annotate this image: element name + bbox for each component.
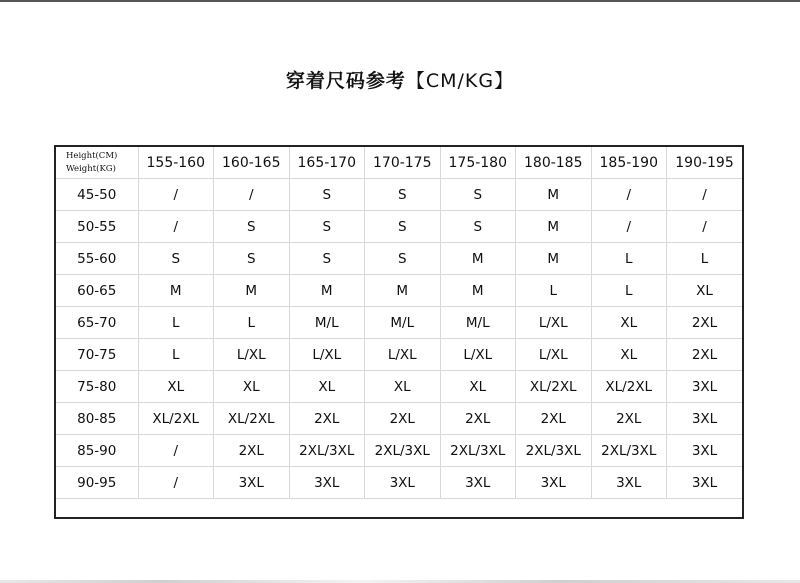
size-cell: 3XL	[667, 467, 743, 499]
size-cell: 2XL	[667, 339, 743, 371]
size-cell: 2XL	[440, 403, 516, 435]
size-cell: S	[138, 243, 214, 275]
size-cell: 2XL/3XL	[591, 435, 667, 467]
size-cell: L/XL	[516, 339, 592, 371]
size-cell: XL	[365, 371, 441, 403]
size-cell: /	[591, 211, 667, 243]
size-cell: M	[289, 275, 365, 307]
size-cell: S	[365, 211, 441, 243]
weight-range-cell: 60-65	[56, 275, 138, 307]
size-cell: 3XL	[365, 467, 441, 499]
size-cell: L/XL	[289, 339, 365, 371]
size-cell: M	[516, 179, 592, 211]
table-row	[56, 339, 742, 371]
size-cell: 2XL	[667, 307, 743, 339]
size-cell: M/L	[440, 307, 516, 339]
table-row	[56, 243, 742, 275]
size-cell: L	[138, 307, 214, 339]
size-cell: /	[667, 211, 743, 243]
size-cell: /	[138, 467, 214, 499]
size-chart-table	[56, 147, 742, 499]
table-row	[56, 275, 742, 307]
weight-range-cell: 80-85	[56, 403, 138, 435]
size-cell: XL	[440, 371, 516, 403]
size-cell: S	[440, 211, 516, 243]
table-row	[56, 211, 742, 243]
size-cell: L	[591, 275, 667, 307]
weight-axis-label: Weight(KG)	[66, 163, 116, 174]
size-cell: L	[138, 339, 214, 371]
table-row	[56, 435, 742, 467]
size-cell: /	[138, 435, 214, 467]
size-cell: /	[591, 179, 667, 211]
size-cell: XL	[214, 371, 290, 403]
size-cell: 2XL/3XL	[516, 435, 592, 467]
size-cell: 3XL	[289, 467, 365, 499]
size-cell: 2XL/3XL	[365, 435, 441, 467]
weight-range-cell: 65-70	[56, 307, 138, 339]
size-cell: M	[516, 211, 592, 243]
size-cell: L	[591, 243, 667, 275]
height-column-header: 170-175	[365, 147, 441, 179]
size-cell: S	[440, 179, 516, 211]
size-cell: XL/2XL	[516, 371, 592, 403]
size-cell: M	[440, 243, 516, 275]
table-row	[56, 467, 742, 499]
page-title	[0, 66, 800, 93]
size-cell: XL	[138, 371, 214, 403]
top-divider	[0, 0, 800, 2]
size-cell: 2XL/3XL	[440, 435, 516, 467]
size-cell: M/L	[365, 307, 441, 339]
size-cell: XL	[289, 371, 365, 403]
header-row	[56, 147, 742, 179]
size-cell: /	[138, 211, 214, 243]
size-cell: 2XL	[365, 403, 441, 435]
size-cell: L	[667, 243, 743, 275]
size-cell: XL	[667, 275, 743, 307]
size-cell: L/XL	[516, 307, 592, 339]
size-cell: S	[289, 243, 365, 275]
size-cell: M/L	[289, 307, 365, 339]
height-axis-label: Height(CM)	[66, 150, 118, 161]
weight-range-cell: 70-75	[56, 339, 138, 371]
size-cell: /	[138, 179, 214, 211]
size-cell: 2XL	[289, 403, 365, 435]
size-cell: L/XL	[365, 339, 441, 371]
height-column-header: 190-195	[667, 147, 743, 179]
size-cell: 2XL	[591, 403, 667, 435]
size-cell: L/XL	[440, 339, 516, 371]
height-column-header: 180-185	[516, 147, 592, 179]
table-row	[56, 371, 742, 403]
size-cell: S	[289, 211, 365, 243]
height-column-header: 185-190	[591, 147, 667, 179]
size-cell: 3XL	[440, 467, 516, 499]
size-cell: /	[214, 179, 290, 211]
height-column-header: 160-165	[214, 147, 290, 179]
size-cell: L/XL	[214, 339, 290, 371]
size-cell: 3XL	[667, 403, 743, 435]
size-cell: S	[289, 179, 365, 211]
height-column-header: 155-160	[138, 147, 214, 179]
size-cell: 3XL	[667, 435, 743, 467]
size-chart-frame	[54, 145, 744, 519]
size-cell: XL/2XL	[138, 403, 214, 435]
weight-range-cell: 90-95	[56, 467, 138, 499]
size-cell: M	[516, 243, 592, 275]
weight-range-cell: 75-80	[56, 371, 138, 403]
weight-range-cell: 50-55	[56, 211, 138, 243]
size-cell: XL	[591, 307, 667, 339]
size-cell: S	[365, 243, 441, 275]
size-cell: M	[138, 275, 214, 307]
weight-range-cell: 55-60	[56, 243, 138, 275]
table-row	[56, 179, 742, 211]
height-column-header: 175-180	[440, 147, 516, 179]
size-cell: 3XL	[591, 467, 667, 499]
size-cell: M	[365, 275, 441, 307]
table-row	[56, 307, 742, 339]
table-row	[56, 403, 742, 435]
size-cell: 2XL	[214, 435, 290, 467]
size-cell: S	[214, 243, 290, 275]
size-cell: M	[214, 275, 290, 307]
weight-range-cell: 85-90	[56, 435, 138, 467]
corner-header-cell	[56, 147, 138, 179]
size-cell: 2XL	[516, 403, 592, 435]
height-column-header: 165-170	[289, 147, 365, 179]
size-cell: S	[365, 179, 441, 211]
size-cell: XL/2XL	[214, 403, 290, 435]
size-cell: XL	[591, 339, 667, 371]
size-cell: /	[667, 179, 743, 211]
size-cell: XL/2XL	[591, 371, 667, 403]
size-cell: 3XL	[667, 371, 743, 403]
title-unit: 【CM/KG】	[405, 70, 515, 92]
weight-range-cell: 45-50	[56, 179, 138, 211]
size-cell: 3XL	[214, 467, 290, 499]
size-cell: 3XL	[516, 467, 592, 499]
size-cell: L	[516, 275, 592, 307]
title-text: 穿着尺码参考	[285, 70, 406, 92]
size-cell: L	[214, 307, 290, 339]
size-cell: S	[214, 211, 290, 243]
size-cell: 2XL/3XL	[289, 435, 365, 467]
size-cell: M	[440, 275, 516, 307]
